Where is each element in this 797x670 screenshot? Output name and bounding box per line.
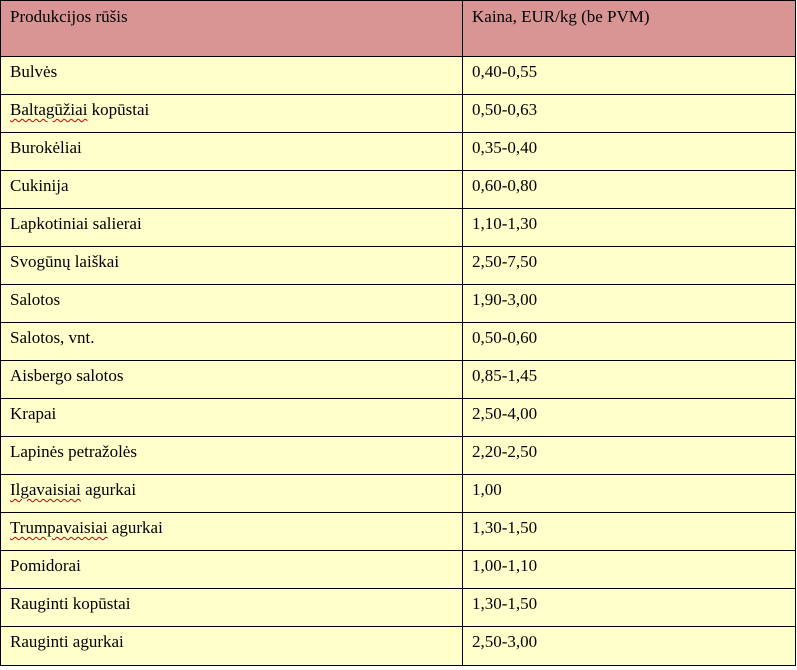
- price-cell: 2,50-7,50: [463, 247, 796, 285]
- table-row: [1, 247, 796, 285]
- product-cell: [1, 513, 463, 551]
- spellcheck-word: Ilgavaisiai: [10, 480, 81, 499]
- product-cell: Lapinės petražolės: [1, 437, 463, 475]
- header-product-type: Produkcijos rūšis: [1, 1, 463, 57]
- product-cell: Rauginti agurkai: [1, 627, 463, 666]
- product-text: agurkai: [80, 480, 137, 499]
- price-cell: 0,50-0,63: [463, 95, 796, 133]
- price-cell: 0,40-0,55: [463, 57, 796, 95]
- product-cell: Pomidorai: [1, 551, 463, 589]
- price-cell: 0,35-0,40: [463, 133, 796, 171]
- spellcheck-word: Trumpavaisiai: [10, 518, 108, 537]
- table-row: [1, 209, 796, 247]
- product-cell: Krapai: [1, 399, 463, 437]
- table-row: [1, 323, 796, 361]
- table-row: [1, 171, 796, 209]
- price-cell: 1,90-3,00: [463, 285, 796, 323]
- price-cell: 0,60-0,80: [463, 171, 796, 209]
- table-row: [1, 133, 796, 171]
- product-cell: Salotos: [1, 285, 463, 323]
- table-row: [1, 589, 796, 627]
- product-cell: Rauginti kopūstai: [1, 589, 463, 627]
- price-cell: 1,00-1,10: [463, 551, 796, 589]
- table-row: [1, 475, 796, 513]
- table-row: [1, 513, 796, 551]
- product-cell: [1, 475, 463, 513]
- product-cell: Lapkotiniai salierai: [1, 209, 463, 247]
- price-cell: 1,30-1,50: [463, 513, 796, 551]
- price-cell: 2,20-2,50: [463, 437, 796, 475]
- product-cell: Cukinija: [1, 171, 463, 209]
- table-row: [1, 627, 796, 666]
- product-cell: Bulvės: [1, 57, 463, 95]
- price-cell: 0,50-0,60: [463, 323, 796, 361]
- price-cell: 2,50-4,00: [463, 399, 796, 437]
- price-cell: 1,30-1,50: [463, 589, 796, 627]
- product-text: kopūstai: [87, 100, 150, 119]
- price-cell: 2,50-3,00: [463, 627, 796, 666]
- table-row: [1, 285, 796, 323]
- spellcheck-word: Baltagūžiai: [10, 100, 88, 119]
- table-row: [1, 95, 796, 133]
- header-price: Kaina, EUR/kg (be PVM): [463, 1, 796, 57]
- product-cell: Salotos, vnt.: [1, 323, 463, 361]
- header-row: [1, 1, 796, 57]
- product-cell: [1, 95, 463, 133]
- price-cell: 0,85-1,45: [463, 361, 796, 399]
- table-row: [1, 399, 796, 437]
- product-text: agurkai: [107, 518, 163, 537]
- table-row: [1, 361, 796, 399]
- table-row: [1, 437, 796, 475]
- table-row: [1, 551, 796, 589]
- product-cell: Svogūnų laiškai: [1, 247, 463, 285]
- product-cell: Burokėliai: [1, 133, 463, 171]
- table-row: [1, 57, 796, 95]
- price-cell: 1,10-1,30: [463, 209, 796, 247]
- price-cell: 1,00: [463, 475, 796, 513]
- product-cell: Aisbergo salotos: [1, 361, 463, 399]
